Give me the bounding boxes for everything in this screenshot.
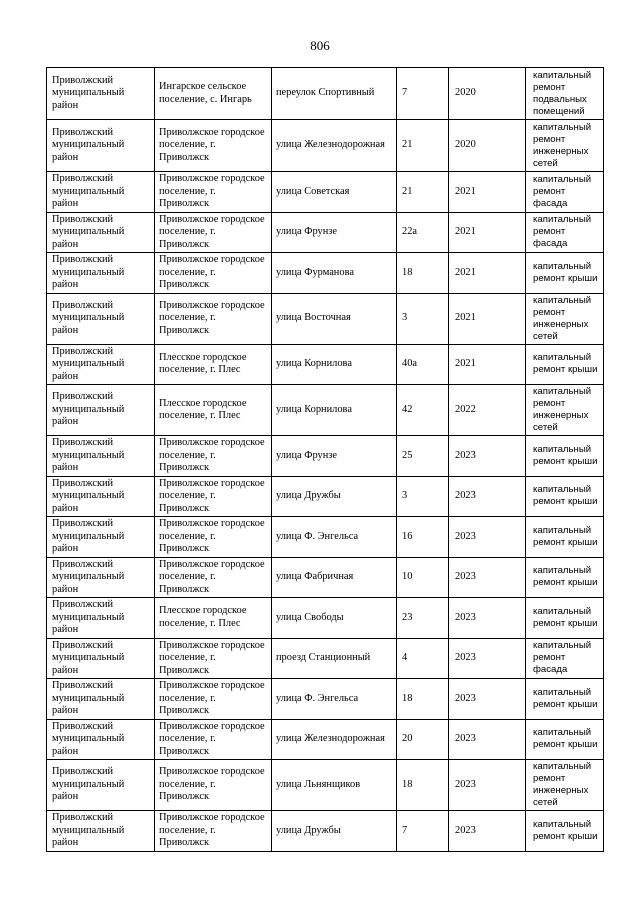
- street-cell: улица Фрунзе: [272, 436, 397, 477]
- district-cell: Приволжский муниципальный район: [47, 557, 155, 598]
- repair-schedule-table: [46, 67, 604, 852]
- year-cell: 2023: [449, 719, 526, 760]
- street-cell: улица Корнилова: [272, 344, 397, 385]
- house-number-cell: 18: [397, 253, 449, 294]
- street-cell: улица Фабричная: [272, 557, 397, 598]
- work-type-cell: капитальный ремонт крыши: [526, 811, 604, 852]
- table-body: [47, 68, 604, 852]
- house-number-cell: 25: [397, 436, 449, 477]
- street-cell: улица Железнодорожная: [272, 719, 397, 760]
- street-cell: улица Дружбы: [272, 476, 397, 517]
- house-number-cell: 3: [397, 476, 449, 517]
- table-row: [47, 598, 604, 639]
- street-cell: проезд Станционный: [272, 638, 397, 679]
- settlement-cell: Плесское городское поселение, г. Плес: [155, 385, 272, 436]
- settlement-cell: Приволжское городское поселение, г. Приволжск: [155, 253, 272, 294]
- street-cell: улица Ф. Энгельса: [272, 679, 397, 720]
- work-type-cell: капитальный ремонт крыши: [526, 253, 604, 294]
- district-cell: Приволжский муниципальный район: [47, 476, 155, 517]
- year-cell: 2023: [449, 638, 526, 679]
- year-cell: 2021: [449, 172, 526, 213]
- table-row: [47, 212, 604, 253]
- work-type-cell: капитальный ремонт крыши: [526, 344, 604, 385]
- house-number-cell: 21: [397, 172, 449, 213]
- settlement-cell: Приволжское городское поселение, г. Приволжск: [155, 436, 272, 477]
- district-cell: Приволжский муниципальный район: [47, 68, 155, 120]
- year-cell: 2023: [449, 517, 526, 558]
- district-cell: Приволжский муниципальный район: [47, 120, 155, 172]
- district-cell: Приволжский муниципальный район: [47, 598, 155, 639]
- house-number-cell: 3: [397, 293, 449, 344]
- settlement-cell: Приволжское городское поселение, г. Приволжск: [155, 719, 272, 760]
- settlement-cell: Приволжское городское поселение, г. Приволжск: [155, 293, 272, 344]
- district-cell: Приволжский муниципальный район: [47, 679, 155, 720]
- house-number-cell: 22а: [397, 212, 449, 253]
- street-cell: улица Восточная: [272, 293, 397, 344]
- work-type-cell: капитальный ремонт крыши: [526, 679, 604, 720]
- settlement-cell: Приволжское городское поселение, г. Приволжск: [155, 212, 272, 253]
- settlement-cell: Ингарское сельское поселение, с. Ингарь: [155, 68, 272, 120]
- settlement-cell: Плесское городское поселение, г. Плес: [155, 344, 272, 385]
- year-cell: 2023: [449, 679, 526, 720]
- work-type-cell: капитальный ремонт фасада: [526, 212, 604, 253]
- year-cell: 2023: [449, 811, 526, 852]
- year-cell: 2020: [449, 120, 526, 172]
- year-cell: 2023: [449, 760, 526, 811]
- work-type-cell: капитальный ремонт крыши: [526, 719, 604, 760]
- year-cell: 2023: [449, 557, 526, 598]
- year-cell: 2022: [449, 385, 526, 436]
- table-row: [47, 557, 604, 598]
- settlement-cell: Приволжское городское поселение, г. Приволжск: [155, 172, 272, 213]
- street-cell: улица Железнодорожная: [272, 120, 397, 172]
- settlement-cell: Приволжское городское поселение, г. Приволжск: [155, 679, 272, 720]
- table-row: [47, 517, 604, 558]
- table-row: [47, 679, 604, 720]
- district-cell: Приволжский муниципальный район: [47, 811, 155, 852]
- settlement-cell: Приволжское городское поселение, г. Приволжск: [155, 760, 272, 811]
- settlement-cell: Приволжское городское поселение, г. Приволжск: [155, 517, 272, 558]
- year-cell: 2020: [449, 68, 526, 120]
- house-number-cell: 18: [397, 760, 449, 811]
- house-number-cell: 40а: [397, 344, 449, 385]
- settlement-cell: Приволжское городское поселение, г. Приволжск: [155, 476, 272, 517]
- table-row: [47, 436, 604, 477]
- table-row: [47, 293, 604, 344]
- street-cell: улица Фрунзе: [272, 212, 397, 253]
- work-type-cell: капитальный ремонт фасада: [526, 638, 604, 679]
- district-cell: Приволжский муниципальный район: [47, 212, 155, 253]
- table-row: [47, 172, 604, 213]
- street-cell: улица Дружбы: [272, 811, 397, 852]
- district-cell: Приволжский муниципальный район: [47, 517, 155, 558]
- street-cell: улица Свободы: [272, 598, 397, 639]
- work-type-cell: капитальный ремонт крыши: [526, 598, 604, 639]
- work-type-cell: капитальный ремонт крыши: [526, 436, 604, 477]
- settlement-cell: Приволжское городское поселение, г. Приволжск: [155, 811, 272, 852]
- house-number-cell: 23: [397, 598, 449, 639]
- year-cell: 2021: [449, 253, 526, 294]
- district-cell: Приволжский муниципальный район: [47, 719, 155, 760]
- work-type-cell: капитальный ремонт крыши: [526, 476, 604, 517]
- house-number-cell: 4: [397, 638, 449, 679]
- house-number-cell: 20: [397, 719, 449, 760]
- house-number-cell: 16: [397, 517, 449, 558]
- house-number-cell: 10: [397, 557, 449, 598]
- year-cell: 2021: [449, 293, 526, 344]
- district-cell: Приволжский муниципальный район: [47, 385, 155, 436]
- table-row: [47, 344, 604, 385]
- street-cell: улица Корнилова: [272, 385, 397, 436]
- table-row: [47, 385, 604, 436]
- table-row: [47, 719, 604, 760]
- house-number-cell: 7: [397, 68, 449, 120]
- settlement-cell: Приволжское городское поселение, г. Приволжск: [155, 557, 272, 598]
- table-row: [47, 638, 604, 679]
- table-row: [47, 811, 604, 852]
- table-row: [47, 68, 604, 120]
- street-cell: переулок Спортивный: [272, 68, 397, 120]
- settlement-cell: Приволжское городское поселение, г. Приволжск: [155, 120, 272, 172]
- page-number: 806: [310, 38, 330, 53]
- work-type-cell: капитальный ремонт крыши: [526, 557, 604, 598]
- table-row: [47, 253, 604, 294]
- year-cell: 2021: [449, 344, 526, 385]
- year-cell: 2023: [449, 436, 526, 477]
- year-cell: 2021: [449, 212, 526, 253]
- work-type-cell: капитальный ремонт инженерных сетей: [526, 293, 604, 344]
- district-cell: Приволжский муниципальный район: [47, 293, 155, 344]
- house-number-cell: 21: [397, 120, 449, 172]
- district-cell: Приволжский муниципальный район: [47, 253, 155, 294]
- street-cell: улица Советская: [272, 172, 397, 213]
- district-cell: Приволжский муниципальный район: [47, 172, 155, 213]
- year-cell: 2023: [449, 476, 526, 517]
- year-cell: 2023: [449, 598, 526, 639]
- settlement-cell: Плесское городское поселение, г. Плес: [155, 598, 272, 639]
- work-type-cell: капитальный ремонт инженерных сетей: [526, 760, 604, 811]
- street-cell: улица Фурманова: [272, 253, 397, 294]
- settlement-cell: Приволжское городское поселение, г. Приволжск: [155, 638, 272, 679]
- work-type-cell: капитальный ремонт инженерных сетей: [526, 120, 604, 172]
- work-type-cell: капитальный ремонт фасада: [526, 172, 604, 213]
- table-row: [47, 120, 604, 172]
- house-number-cell: 18: [397, 679, 449, 720]
- house-number-cell: 42: [397, 385, 449, 436]
- district-cell: Приволжский муниципальный район: [47, 436, 155, 477]
- district-cell: Приволжский муниципальный район: [47, 638, 155, 679]
- district-cell: Приволжский муниципальный район: [47, 760, 155, 811]
- table-row: [47, 476, 604, 517]
- work-type-cell: капитальный ремонт инженерных сетей: [526, 385, 604, 436]
- house-number-cell: 7: [397, 811, 449, 852]
- work-type-cell: капитальный ремонт подвальных помещений: [526, 68, 604, 120]
- work-type-cell: капитальный ремонт крыши: [526, 517, 604, 558]
- table-row: [47, 760, 604, 811]
- district-cell: Приволжский муниципальный район: [47, 344, 155, 385]
- street-cell: улица Льнянщиков: [272, 760, 397, 811]
- street-cell: улица Ф. Энгельса: [272, 517, 397, 558]
